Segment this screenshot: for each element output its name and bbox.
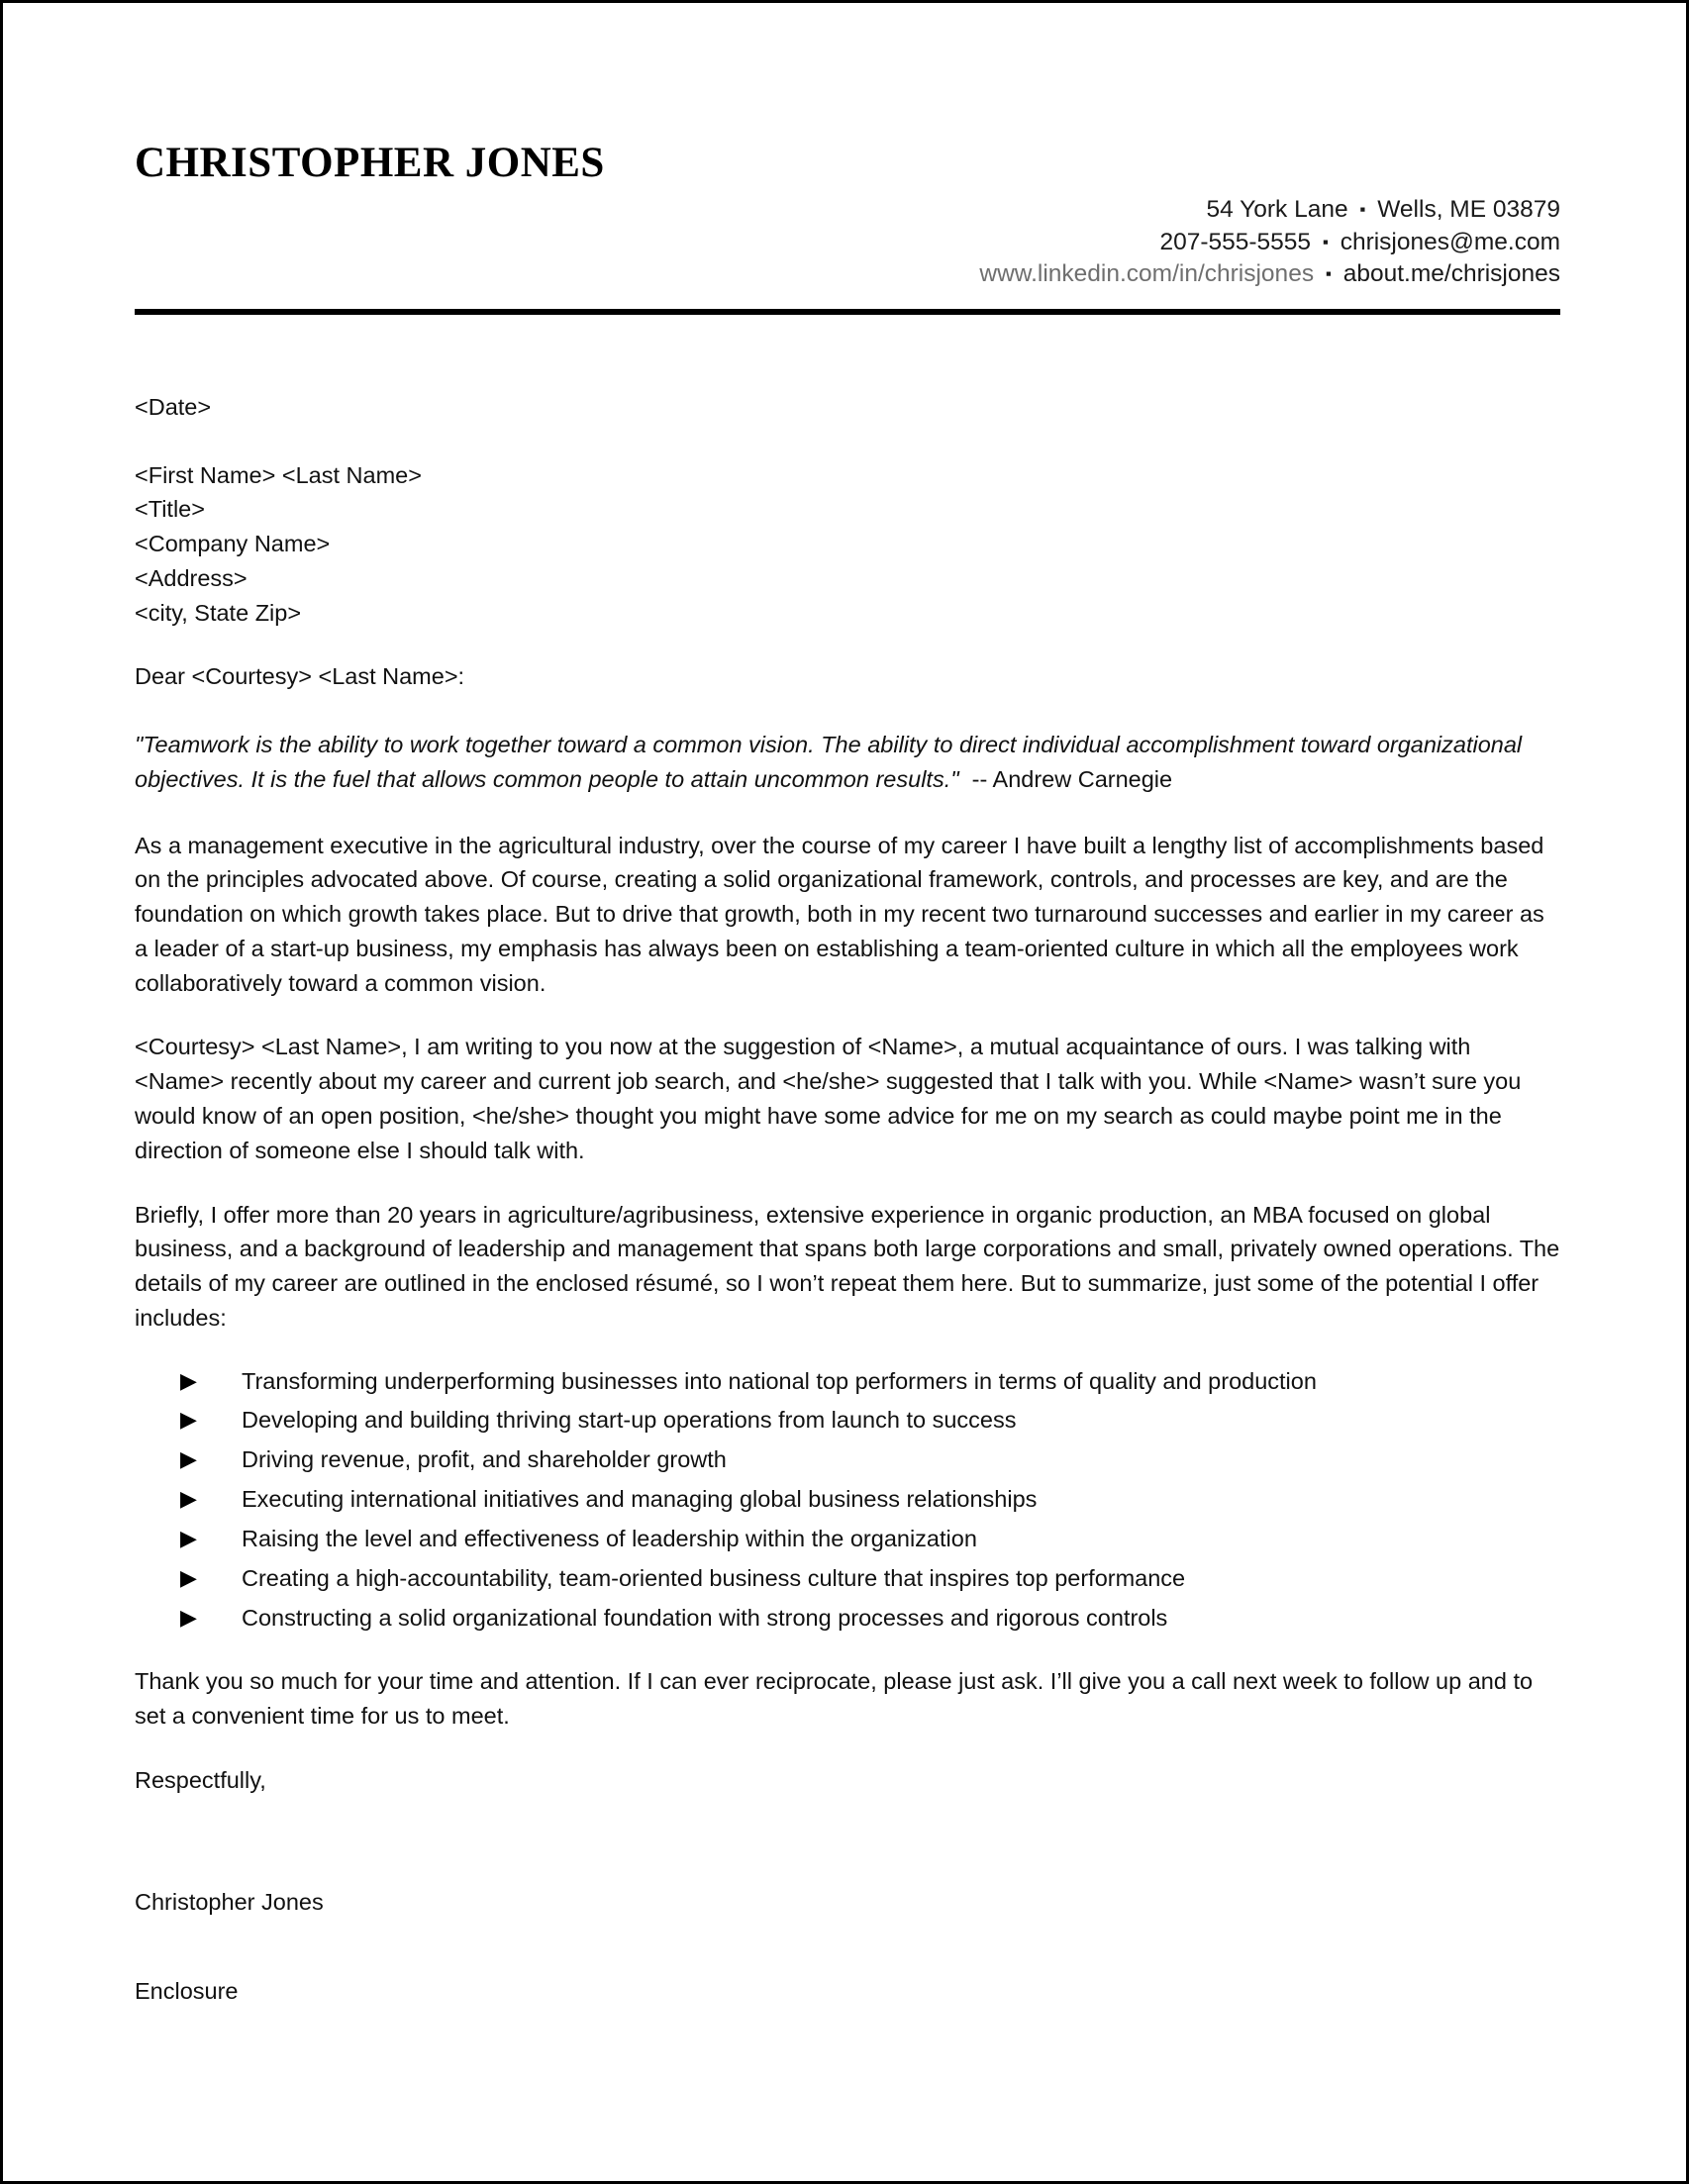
recipient-name: <First Name> <Last Name> (135, 461, 422, 488)
linkedin-url[interactable]: www.linkedin.com/in/chrisjones (979, 260, 1315, 288)
letter-body (135, 390, 1560, 2009)
list-item (180, 1365, 1560, 1399)
triangle-bullet-icon: ▶ (180, 1407, 197, 1433)
list-item-label: Developing and building thriving start-up operations from launch to success (242, 1407, 1017, 1434)
square-bullet-icon: ▪ (1322, 232, 1329, 251)
triangle-bullet-icon: ▶ (180, 1525, 197, 1550)
signature-name: Christopher Jones (135, 1888, 324, 1915)
list-item-label: Executing international initiatives and managing global business relationships (242, 1486, 1038, 1513)
qualifications-list (135, 1365, 1560, 1636)
list-item (180, 1443, 1560, 1477)
contact-line-web (135, 258, 1560, 291)
body-paragraph-1: As a management executive in the agricultural industry, over the course of my career I have built a lengthy list of accomplishments based on the principles advocated above. Of course, creating a solid organizational framework, controls, and processes are key, and are the foundation on which growth takes place. But to drive that growth, both in my recent two turnaround successes and earlier in my career as a leader of a start-up business, my emphasis has always been on establishing a team-oriented culture in which all the employees work collaboratively toward a common vision. (135, 832, 1544, 996)
list-item (180, 1483, 1560, 1517)
list-item-label: Creating a high-accountability, team-oriented business culture that inspires top performance (242, 1564, 1186, 1591)
list-item-label: Transforming underperforming businesses into national top performers in terms of quality and production (242, 1367, 1317, 1394)
date-placeholder: <Date> (135, 393, 212, 420)
list-item (180, 1562, 1560, 1596)
letter-content (135, 3, 1560, 2009)
body-paragraph-3: Briefly, I offer more than 20 years in agriculture/agribusiness, extensive experience in organic production, an MBA focused on global business, and a background of leadership and management that spans both large corporations and small, privately owned operations. The details of my career are outlined in the enclosed résumé, so I won’t repeat them here. But to summarize, just some of the potential I offer includes: (135, 1201, 1560, 1331)
triangle-bullet-icon: ▶ (180, 1486, 197, 1512)
list-item (180, 1404, 1560, 1438)
recipient-title: <Title> (135, 496, 205, 523)
body-paragraph-2: <Courtesy> <Last Name>, I am writing to you now at the suggestion of <Name>, a mutual acquaintance of ours. I was talking with <Name> recently about my career and current job search, and <he/she> suggested that I talk with you. While <Name> wasn’t sure you would know of an open position, <he/she> thought you might have some advice for me on my search as could maybe point me in the direction of someone else I should talk with. (135, 1034, 1522, 1163)
contact-line-phone-email (135, 227, 1560, 259)
list-item (180, 1523, 1560, 1556)
triangle-bullet-icon: ▶ (180, 1564, 197, 1590)
square-bullet-icon: ▪ (1325, 264, 1332, 284)
triangle-bullet-icon: ▶ (180, 1446, 197, 1472)
email-address[interactable]: chrisjones@me.com (1340, 228, 1560, 255)
contact-block (135, 194, 1560, 291)
header-divider (135, 309, 1560, 315)
triangle-bullet-icon: ▶ (180, 1604, 197, 1630)
aboutme-url[interactable]: about.me/chrisjones (1342, 260, 1560, 288)
page-title: CHRISTOPHER JONES (135, 140, 605, 186)
street-address: 54 York Lane (1206, 196, 1348, 223)
contact-line-address (135, 194, 1560, 227)
enclosure-note: Enclosure (135, 1978, 239, 2005)
quote-attribution-text: -- Andrew Carnegie (971, 765, 1173, 792)
list-item-label: Driving revenue, profit, and shareholder growth (242, 1446, 727, 1473)
list-item-label: Constructing a solid organizational foundation with strong processes and rigorous controls (242, 1604, 1168, 1631)
recipient-address-block (135, 458, 1560, 631)
quote-attribution (959, 766, 1173, 792)
letterhead (135, 3, 1560, 315)
pull-quote (135, 728, 1560, 797)
list-item (180, 1602, 1560, 1636)
city-state-zip: Wells, ME 03879 (1377, 196, 1560, 223)
phone-number[interactable]: 207-555-5555 (1159, 228, 1312, 255)
list-item-label: Raising the level and effectiveness of leadership within the organization (242, 1525, 977, 1551)
recipient-company: <Company Name> (135, 531, 331, 557)
recipient-street: <Address> (135, 564, 248, 591)
square-bullet-icon: ▪ (1359, 200, 1366, 219)
salutation: Dear <Courtesy> <Last Name>: (135, 663, 465, 690)
recipient-city-state-zip: <city, State Zip> (135, 599, 302, 626)
closing-paragraph: Thank you so much for your time and attention. If I can ever reciprocate, please just ask. I’ll give you a call next week to follow up and to set a convenient time for us to meet. (135, 1668, 1534, 1730)
triangle-bullet-icon: ▶ (180, 1367, 197, 1393)
quote-text: "Teamwork is the ability to work together toward a common vision. The ability to direct individual accomplishment toward organizational objectives. It is the fuel that allows common people to attain uncommon results." (135, 732, 1523, 792)
sign-off: Respectfully, (135, 1766, 266, 1793)
